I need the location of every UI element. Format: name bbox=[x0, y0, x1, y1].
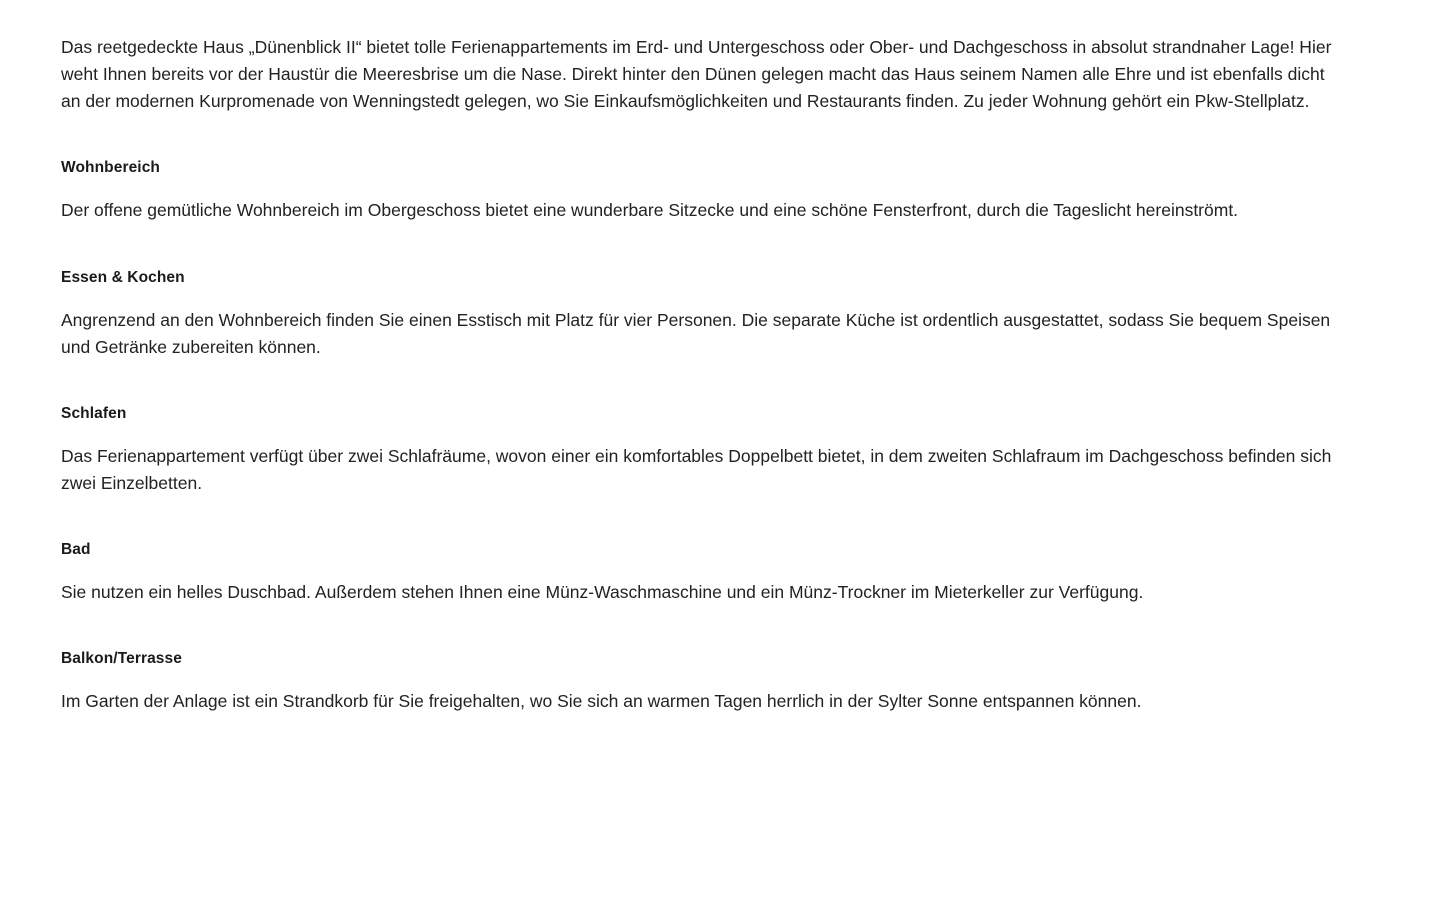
section-title: Schlafen bbox=[61, 404, 127, 422]
section-body: Das Ferienappartement verfügt über zwei Schlafräume, wovon einer ein komfortables Doppelbett bietet, in dem zweiten Schlafraum im Dachgeschoss befinden sich zwei Einzelbetten. bbox=[61, 445, 1332, 493]
section-body: Angrenzend an den Wohnbereich finden Sie einen Esstisch mit Platz für vier Personen. Die separate Küche ist ordentlich ausgestattet, sodass Sie bequem Speisen und Getränke zubereiten können. bbox=[61, 309, 1331, 357]
section-wohnbereich bbox=[61, 159, 1344, 224]
section-balkon-terrasse bbox=[61, 650, 1344, 715]
section-body: Im Garten der Anlage ist ein Strandkorb für Sie freigehalten, wo Sie sich an warmen Tagen herrlich in der Sylter Sonne entspannen können. bbox=[61, 691, 1142, 712]
section-title: Bad bbox=[61, 541, 91, 558]
section-title: Wohnbereich bbox=[61, 159, 160, 177]
intro-paragraph: Das reetgedeckte Haus „Dünenblick II“ bietet tolle Ferienappartements im Erd- und Untergeschoss oder Ober- und Dachgeschoss in absolut strandnaher Lage! Hier weht Ihnen bereits vor der Haustür die Meeresbrise um die Nase. Direkt hinter den Dünen gelegen macht das Haus seinem Namen alle Ehre und ist ebenfalls dicht an der modernen Kurpromenade von Wenningstedt gelegen, wo Sie Einkaufsmöglichkeiten und Restaurants finden. Zu jeder Wohnung gehört ein Pkw-Stellplatz. bbox=[61, 37, 1332, 112]
section-title: Essen & Kochen bbox=[61, 268, 185, 286]
section-schlafen bbox=[61, 405, 1344, 497]
section-title: Balkon/Terrasse bbox=[61, 650, 182, 668]
section-body: Sie nutzen ein helles Duschbad. Außerdem stehen Ihnen eine Münz-Waschmaschine und ein Münz-Trockner im Mieterkeller zur Verfügung. bbox=[61, 582, 1144, 602]
section-bad bbox=[61, 541, 1344, 606]
section-essen-kochen bbox=[61, 269, 1344, 361]
section-body: Der offene gemütliche Wohnbereich im Obergeschoss bietet eine wunderbare Sitzecke und eine schöne Fensterfront, durch die Tageslicht hereinströmt. bbox=[61, 200, 1239, 221]
